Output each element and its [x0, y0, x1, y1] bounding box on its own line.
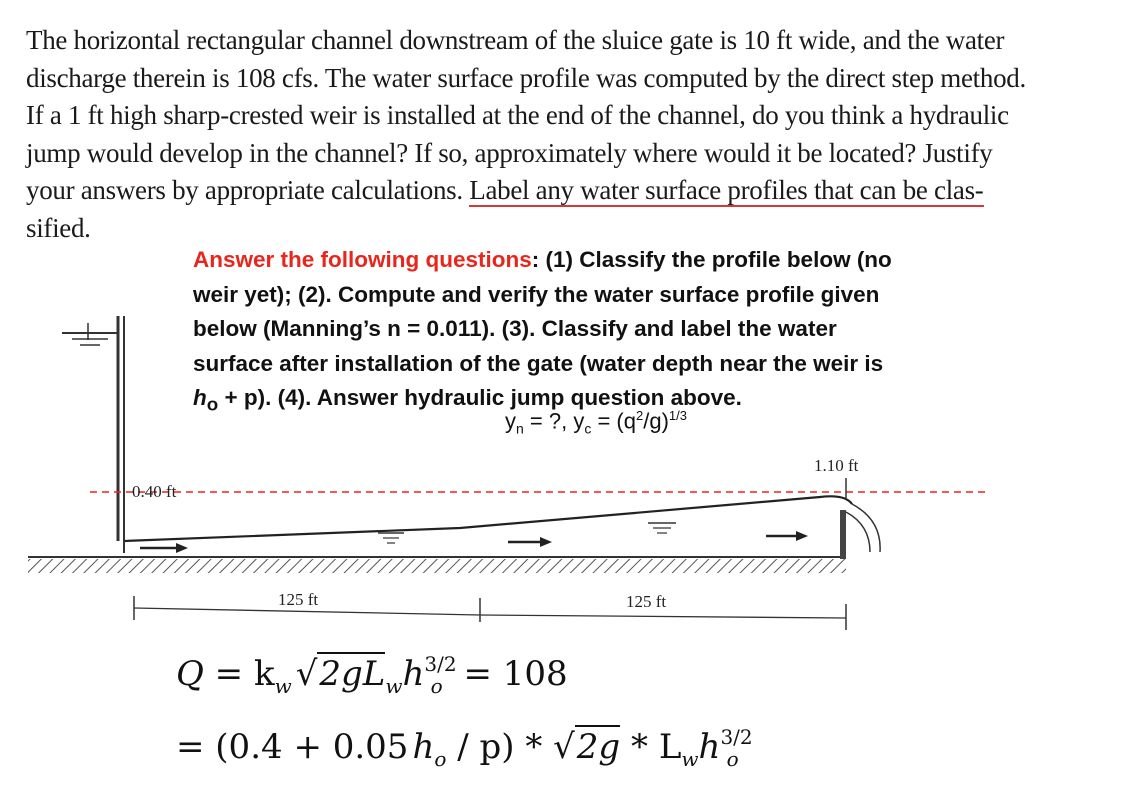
eq-sub: w	[681, 747, 699, 771]
formula-part: y	[505, 408, 516, 434]
channel-bed	[28, 559, 846, 573]
h-symbol: h	[193, 385, 207, 410]
length-label-2: 125 ft	[626, 592, 667, 611]
underlined-text: Label any water surface profiles that can be clas-	[469, 175, 984, 206]
eq-sub: o	[430, 674, 443, 698]
instruction-line: below (Manning’s n = 0.011). (3). Classify and label the water	[193, 316, 837, 341]
problem-line: discharge therein is 108 cfs. The water surface profile was computed by the direct step method.	[26, 62, 1026, 93]
formula-part: = ?, y	[523, 408, 585, 434]
formula-sup: 1/3	[668, 408, 687, 423]
depth-label-right: 1.10 ft	[814, 456, 859, 475]
problem-line-text: your answers by appropriate calculations.	[26, 175, 463, 206]
instruction-lead: Answer the following questions	[193, 247, 532, 272]
eq-part: = (0.4 + 0.05	[176, 727, 409, 767]
flow-arrows	[140, 531, 808, 553]
eq-symbol: h	[402, 654, 425, 694]
formula-sup: 2	[635, 408, 644, 423]
upstream-water-symbol	[62, 323, 118, 345]
nappe	[852, 504, 880, 552]
length-label-1: 125 ft	[278, 590, 319, 609]
eq-part: * L	[620, 727, 682, 767]
problem-line: jump would develop in the channel? If so, approximately where would it be located? Justify	[26, 137, 993, 168]
instruction-line: surface after installation of the gate (water depth near the weir is	[193, 350, 884, 376]
eq-part: / p) *	[446, 727, 554, 767]
problem-line: The horizontal rectangular channel downstream of the sluice gate is 10 ft wide, and the water	[26, 25, 1005, 55]
eq-symbol: h	[698, 727, 721, 767]
eq-symbol: h	[412, 727, 435, 767]
problem-line: If a 1 ft high sharp-crested weir is installed at the end of the channel, do you think a hydraulic	[26, 100, 1009, 131]
eq-radicand: 2g	[576, 727, 621, 767]
equation-line-1: $Q = k_w$ $√2gL_wh^{3/2}_o = 108$	[176, 652, 568, 698]
eq-sub: o	[726, 747, 739, 771]
water-surface-symbol	[378, 523, 676, 543]
eq-part: = k	[203, 654, 275, 694]
eq-radicand: 2gL	[319, 654, 386, 694]
eq-part: = 108	[452, 654, 568, 694]
dimension-lines	[134, 596, 846, 630]
eq-sub: w	[385, 674, 403, 698]
instruction-line: weir yet); (2). Compute and verify the water surface profile given	[193, 281, 880, 307]
eq-sup: 3/2	[424, 652, 457, 676]
depth-label-left: 0.40 ft	[132, 482, 177, 501]
equation-line-2: = (0.4 + 0.05 $h_o / p) * √2g * L_wh^{3/2}_o$	[176, 725, 753, 771]
formula-sub: c	[584, 420, 592, 437]
instruction-text: + p). (4). Answer hydraulic jump question above.	[218, 385, 742, 410]
formula-part: = (q	[591, 408, 636, 434]
instruction-text: : (1) Classify the profile below (no	[531, 247, 892, 272]
problem-line: sified.	[26, 212, 91, 243]
weir	[840, 510, 846, 559]
eq-sup: 3/2	[720, 725, 753, 749]
water-surface-profile	[124, 496, 852, 541]
o-subscript: o	[206, 393, 219, 415]
eq-sub: w	[274, 674, 292, 698]
formula-part: /g)	[643, 408, 669, 434]
eq-sub: o	[434, 747, 447, 771]
eq-symbol: Q	[176, 654, 204, 694]
formula-sub: n	[516, 420, 524, 437]
